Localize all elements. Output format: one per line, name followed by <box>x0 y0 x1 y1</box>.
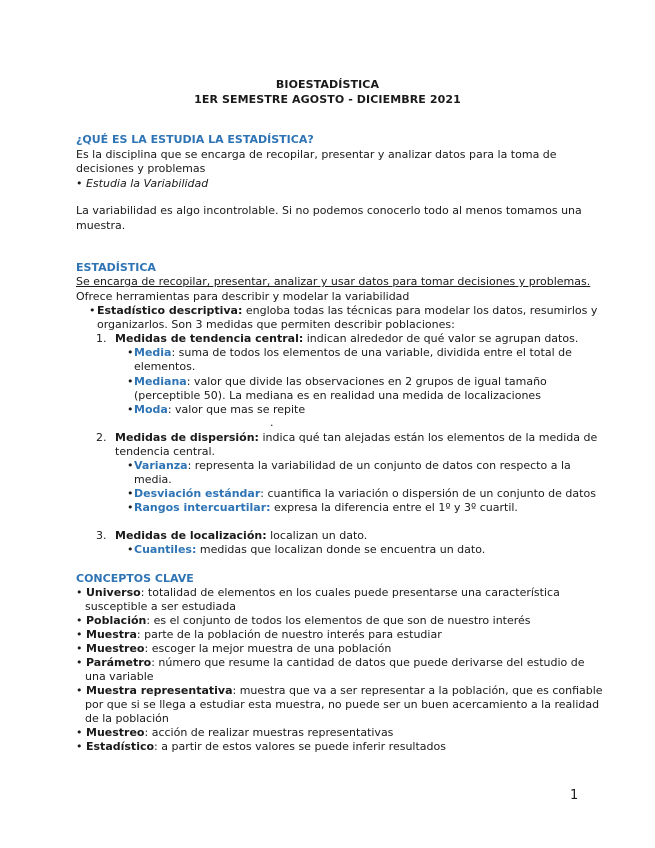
term: Medidas de tendencia central: <box>115 332 304 345</box>
list-item-desviacion: Desviación estándar: cuantifica la variación o dispersión de un conjunto de datos <box>134 487 596 500</box>
list-item-dispersion: Medidas de dispersión: indica qué tan alejadas están los elementos de la medida de <box>115 431 598 444</box>
term: Estadístico descriptiva: <box>97 304 243 317</box>
concept-item: • Muestreo: acción de realizar muestras representativas <box>76 726 394 739</box>
list-item-cuantiles: Cuantiles: medidas que localizan donde se encuentra un dato. <box>134 543 486 556</box>
list-item-localizacion: Medidas de localización: localizan un dato. <box>115 529 368 542</box>
concept-item-continuation: una variable <box>85 670 154 683</box>
concept-item-continuation: de la población <box>85 712 169 725</box>
list-number: 3. <box>96 529 107 542</box>
list-item-continuation: tendencia central. <box>115 445 216 458</box>
concept-item: • Parámetro: número que resume la cantidad de datos que puede derivarse del estudio de <box>76 656 585 669</box>
term: Mediana <box>134 375 187 388</box>
page-number: 1 <box>570 788 579 803</box>
term: Desviación estándar <box>134 487 261 500</box>
sub-bullet: • <box>127 346 134 359</box>
term: Medidas de dispersión: <box>115 431 259 444</box>
underlined-definition: Se encarga de recopilar, presentar, analizar y usar datos para tomar decisiones y problemas. <box>76 275 591 288</box>
concept-item: • Universo: totalidad de elementos en los cuales puede presentarse una característica <box>76 586 560 599</box>
concept-item: • Población: es el conjunto de todos los elementos de que son de nuestro interés <box>76 614 531 627</box>
list-number: 1. <box>96 332 107 345</box>
term: Medidas de localización: <box>115 529 267 542</box>
term: Moda <box>134 403 168 416</box>
term: Media <box>134 346 172 359</box>
list-item-rangos: Rangos intercuartilar: expresa la diferencia entre el 1º y 3º cuartil. <box>134 501 518 514</box>
document-title: BIOESTADÍSTICA <box>275 78 380 91</box>
list-item-moda: Moda: valor que mas se repite <box>134 403 306 416</box>
paragraph-line: La variabilidad es algo incontrolable. Si no podemos conocerlo todo al menos tomamos una <box>76 204 582 217</box>
list-bullet: • <box>89 304 96 317</box>
paragraph-line: decisiones y problemas <box>76 162 206 175</box>
concept-item: • Muestra: parte de la población de nuestro interés para estudiar <box>76 628 442 641</box>
list-item-continuation: elementos. <box>134 360 196 373</box>
sub-bullet: • <box>127 403 134 416</box>
list-item-continuation: (perceptible 50). La mediana es en realidad una medida de localizaciones <box>134 389 541 402</box>
section-heading-estadistica: ESTADÍSTICA <box>76 261 156 274</box>
concept-item: • Muestra representativa: muestra que va a ser representar a la población, que es confiable <box>76 684 603 697</box>
concept-item: • Muestreo: escoger la mejor muestra de una población <box>76 642 392 655</box>
paragraph-line: Ofrece herramientas para describir y modelar la variabilidad <box>76 290 410 303</box>
term: Rangos intercuartilar: <box>134 501 271 514</box>
list-item-media: Media: suma de todos los elementos de una variable, dividida entre el total de <box>134 346 572 359</box>
list-item-continuation: organizarlos. Son 3 medidas que permiten describir poblaciones: <box>97 318 455 331</box>
sub-bullet: • <box>127 459 134 472</box>
section-heading-conceptos: CONCEPTOS CLAVE <box>76 572 194 585</box>
list-item-mediana: Mediana: valor que divide las observaciones en 2 grupos de igual tamaño <box>134 375 547 388</box>
stray-dot: . <box>270 416 274 429</box>
section-heading-que-es: ¿QUÉ ES LA ESTUDIA LA ESTADÍSTICA? <box>76 133 314 146</box>
paragraph-line: Es la disciplina que se encarga de recopilar, presentar y analizar datos para la toma de <box>76 148 557 161</box>
document-subtitle: 1ER SEMESTRE AGOSTO - DICIEMBRE 2021 <box>194 93 461 106</box>
term: Cuantiles: <box>134 543 197 556</box>
term: Varianza <box>134 459 188 472</box>
sub-bullet: • <box>127 543 134 556</box>
list-item-varianza: Varianza: representa la variabilidad de un conjunto de datos con respecto a la <box>134 459 571 472</box>
list-item-descriptiva: Estadístico descriptiva: engloba todas las técnicas para modelar los datos, resumirlos y <box>97 304 598 317</box>
sub-bullet: • <box>127 501 134 514</box>
concept-item-continuation: por que si se llega a estudiar esta muestra, no puede ser un buen acercamiento a la realidad <box>85 698 600 711</box>
concept-item-continuation: susceptible a ser estudiada <box>85 600 236 613</box>
concept-item: • Estadístico: a partir de estos valores se puede inferir resultados <box>76 740 446 753</box>
list-item-tendencia-central: Medidas de tendencia central: indican alrededor de qué valor se agrupan datos. <box>115 332 579 345</box>
list-item-continuation: media. <box>134 473 172 486</box>
bullet-variabilidad: • Estudia la Variabilidad <box>76 177 209 190</box>
list-number: 2. <box>96 431 107 444</box>
sub-bullet: • <box>127 487 134 500</box>
paragraph-line: muestra. <box>76 219 126 232</box>
sub-bullet: • <box>127 375 134 388</box>
